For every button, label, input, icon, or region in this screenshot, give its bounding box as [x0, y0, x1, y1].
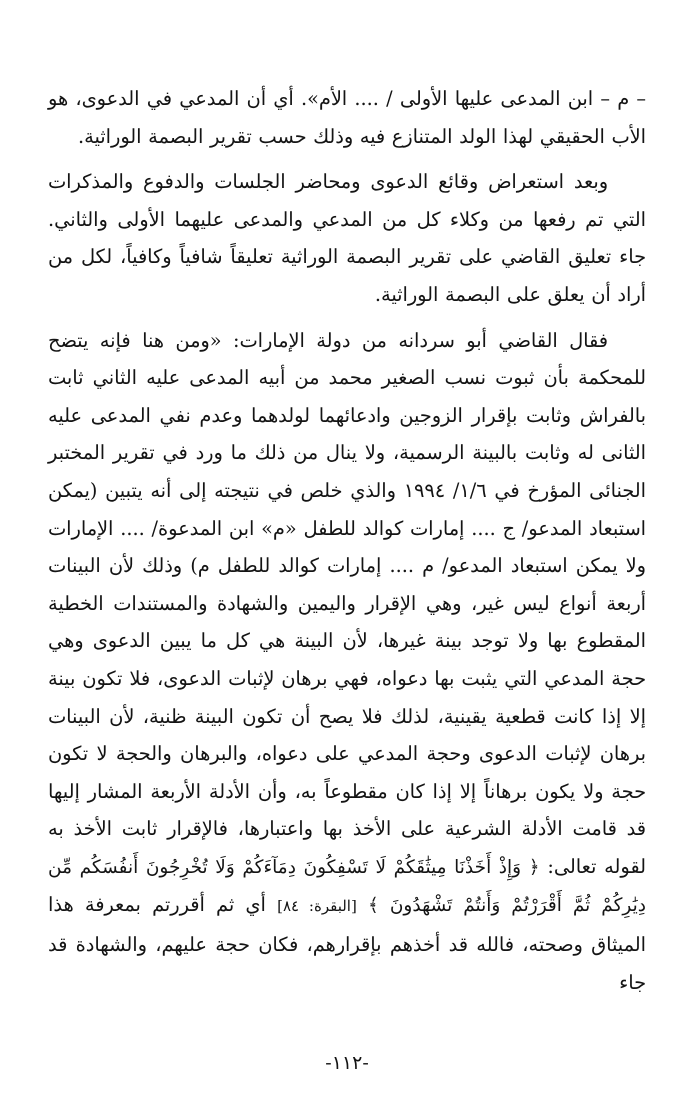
- paragraph-3-intro: فقال القاضي أبو سردانه من دولة الإمارات: «ومن هنا فإنه يتضح للمحكمة بأن ثبوت نسب الصغير محمد من أبيه المدعى عليه الثاني ثابت بالفراش وثابت بإقرار الزوجين وادعائهما لولدهما وعدم نفي المدعى عليه الثانى له وثابت بالبينة الرسمية، ولا ينال من ذلك ما ورد في تقرير المختبر الجنائى المؤرخ في ١/٦/ ١٩٩٤ والذي خلص في نتيجته إلى أنه يتبين (يمكن استبعاد المدعو/ ج .... إمارات كوالد للطفل «م» ابن المدعوة/ .... الإمارات ولا يمكن استبعاد المدعو/ م .... إمارات كوالد للطفل م) وذلك لأن البينات أربعة أنواع ليس غير، وهي الإقرار واليمين والشهادة والمستندات الخطية المقطوع بها ولا توجد بينة غيرها، لأن البينة هي كل ما يبين الدعوى وهي حجة المدعي التي يثبت بها دعواه، فهي برهان لإثبات الدعوى، فلا تكون بينة إلا إذا كانت قطعية يقينية، لذلك فلا يصح أن تكون البينة ظنية، لأن البينات برهان لإثبات الدعوى وحجة المدعي على دعواه، والبرهان والحجة لا تكون حجة ولا يكون برهاناً إلا إذا كان مقطوعاً به، وأن الأدلة الأربعة المشار إليها قد قامت الأدلة الشرعية على الأخذ بها واعتبارها، فالإقرار ثابت الأخذ به لقوله تعالى:: [48, 328, 646, 878]
- paragraph-3-end: أي ثم أقررتم بمعرفة هذا الميثاق وصحته، فالله قد أخذهم بإقرارهم، فكان حجة عليهم، والشهادة قد جاء: [48, 893, 646, 994]
- quran-verse: ﴿ وَإِذْ أَخَذْنَا مِيثَٰقَكُمْ لَا تَسْفِكُونَ دِمَآءَكُمْ وَلَا تُخْرِجُونَ أَنفُسَكُم مِّن دِيَٰرِكُمْ ثُمَّ أَقْرَرْتُمْ وَأَنتُمْ تَشْهَدُونَ ﴾: [48, 856, 646, 917]
- paragraph-1: – م – ابن المدعى عليها الأولى / .... الأم». أي أن المدعي في الدعوى، هو الأب الحقيقي لهذا الولد المتنازع فيه وذلك حسب تقرير البصمة الوراثية.: [48, 87, 646, 148]
- page-number: -١١٢-: [325, 1052, 369, 1074]
- paragraph-3: [48, 322, 646, 1002]
- verse-reference: [البقرة: ٨٤]: [277, 897, 357, 916]
- paragraph-2: وبعد استعراض وقائع الدعوى ومحاضر الجلسات والدفوع والمذكرات التي تم رفعها من وكلاء كل من المدعي والمدعى عليهما الأولى والثاني. جاء تعليق القاضي على تقرير البصمة الوراثية تعليقاً شافياً وكافياً، لكل من أراد أن يعلق على البصمة الوراثية.: [48, 170, 646, 306]
